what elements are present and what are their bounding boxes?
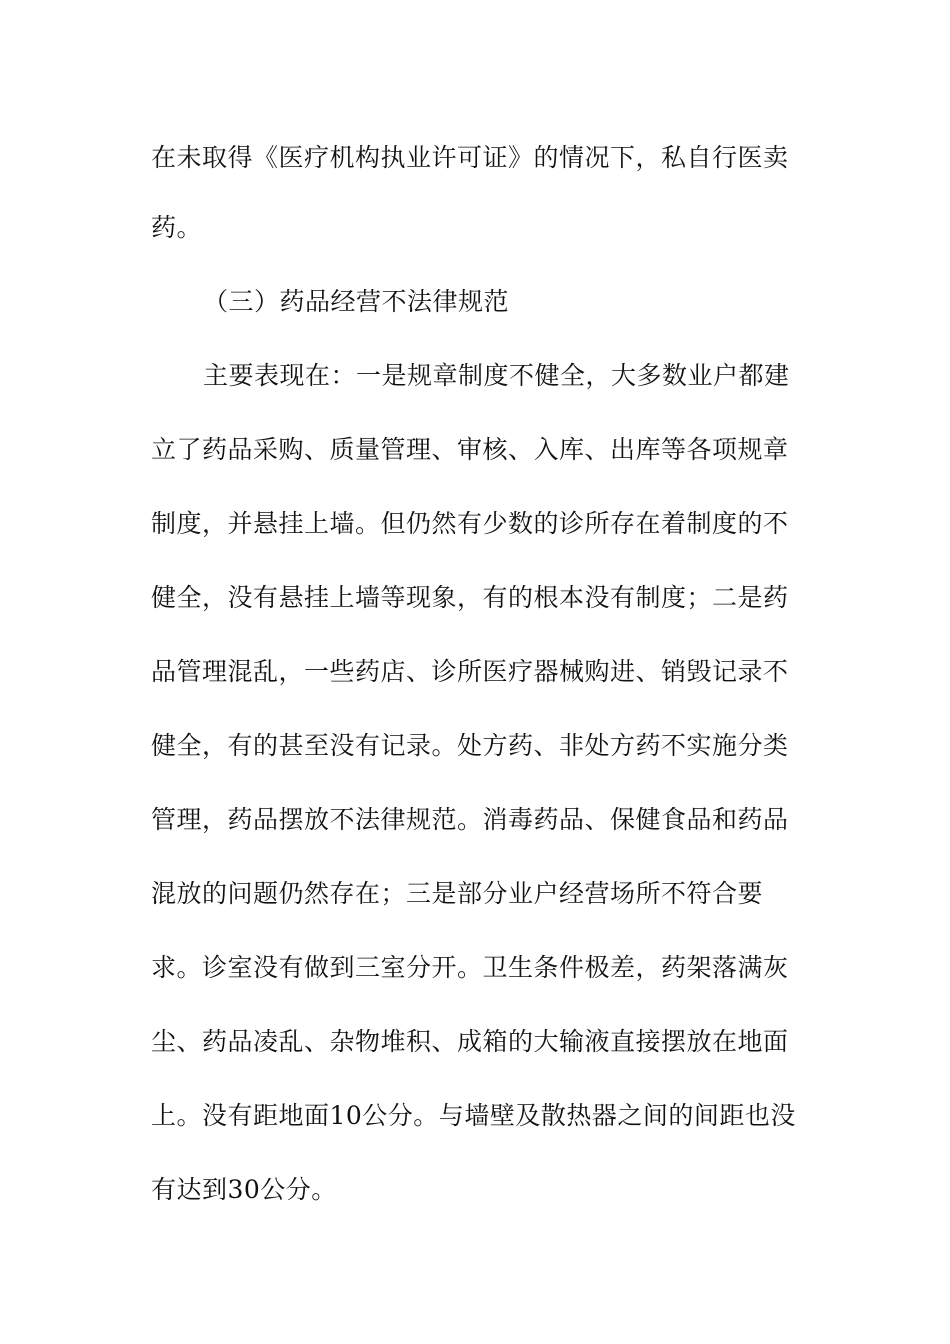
paragraph-line-13: 上。没有距地面10公分。与墙壁及散热器之间的间距也没 — [151, 1101, 796, 1130]
paragraph-line-5: 制度，并悬挂上墙。但仍然有少数的诊所存在着制度的不 — [151, 509, 789, 538]
paragraph-line-9: 管理，药品摆放不法律规范。消毒药品、保健食品和药品 — [151, 805, 789, 834]
section-heading: （三）药品经营不法律规范 — [203, 287, 510, 316]
paragraph-line-6: 健全，没有悬挂上墙等现象，有的根本没有制度；二是药 — [151, 583, 789, 612]
paragraph-line-10: 混放的问题仍然存在；三是部分业户经营场所不符合要 — [151, 879, 764, 908]
paragraph-line-11: 求。诊室没有做到三室分开。卫生条件极差，药架落满灰 — [151, 953, 789, 982]
paragraph-line-4: 立了药品采购、质量管理、审核、入库、出库等各项规章 — [151, 435, 789, 464]
paragraph-line-12: 尘、药品凌乱、杂物堆积、成箱的大输液直接摆放在地面 — [151, 1027, 789, 1056]
paragraph-line-14: 有达到30公分。 — [151, 1175, 337, 1204]
paragraph-line-2: 药。 — [151, 213, 203, 242]
paragraph-line-8: 健全，有的甚至没有记录。处方药、非处方药不实施分类 — [151, 731, 789, 760]
paragraph-line-1: 在未取得《医疗机构执业许可证》的情况下，私自行医卖 — [151, 143, 789, 172]
paragraph-line-3: 主要表现在：一是规章制度不健全，大多数业户都建 — [203, 361, 790, 390]
paragraph-line-7: 品管理混乱，一些药店、诊所医疗器械购进、销毁记录不 — [151, 657, 789, 686]
